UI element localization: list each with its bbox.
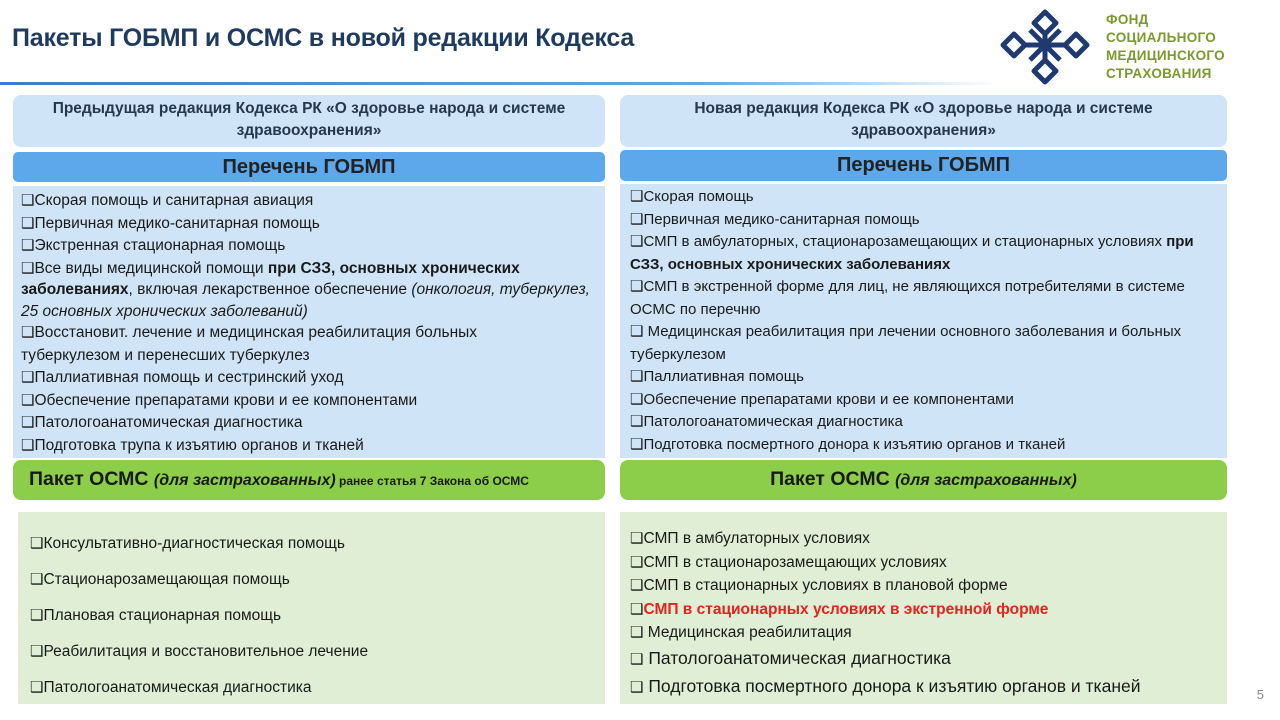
list-item: ❑Патологоанатомическая диагностика: [30, 679, 312, 696]
checkbox-icon: ❑: [21, 436, 35, 454]
checkbox-icon: ❑: [30, 607, 44, 624]
list-item: ❑Паллиативная помощь: [630, 368, 804, 385]
list-item: ❑Подготовка посмертного донора к изъятию органов и тканей: [630, 435, 1066, 453]
list-item: ❑ Подготовка посмертного донора к изъятию органов и тканей: [630, 676, 1141, 696]
right-gobmp-title: Перечень ГОБМП: [620, 150, 1227, 181]
left-osms-title: Пакет ОСМС (для застрахованных) ранее статья 7 Закона об ОСМС: [13, 460, 605, 500]
right-osms-title: Пакет ОСМС (для застрахованных): [620, 460, 1227, 500]
list-item: ❑Скорая помощь и санитарная авиация: [21, 192, 314, 209]
checkbox-icon: ❑: [630, 278, 644, 295]
list-item: ❑Консультативно-диагностическая помощь: [30, 535, 345, 552]
list-item: ❑СМП в стационарных условиях в плановой форме: [630, 577, 1008, 594]
list-item: ❑ Патологоанатомическая диагностика: [630, 648, 951, 668]
checkbox-icon: ❑: [30, 643, 44, 660]
right-osms-list: [620, 512, 1227, 704]
left-osms-list: [18, 512, 605, 704]
checkbox-icon: ❑: [21, 192, 35, 209]
list-item: ❑Обеспечение препаратами крови и ее компонентами: [630, 390, 1014, 408]
checkbox-icon: ❑: [21, 259, 35, 277]
checkbox-icon: ❑: [630, 233, 644, 250]
list-item: ❑Первичная медико-санитарная помощь: [630, 210, 920, 228]
list-item: ❑Реабилитация и восстановительное лечение: [30, 643, 369, 660]
checkbox-icon: ❑: [630, 390, 644, 408]
checkbox-icon: ❑: [21, 324, 35, 341]
left-gobmp-list: [13, 186, 605, 458]
org-name-line: СОЦИАЛЬНОГО: [1106, 30, 1217, 45]
org-name-line: СТРАХОВАНИЯ: [1106, 66, 1212, 81]
checkbox-icon: ❑: [630, 651, 644, 668]
org-name: [1106, 11, 1225, 83]
list-item: ❑ Медицинская реабилитация при лечении основного заболевания и больных туберкулезом: [630, 323, 1182, 363]
checkbox-icon: ❑: [630, 624, 644, 641]
list-item: ❑Подготовка трупа к изъятию органов и тканей: [21, 436, 364, 454]
list-item: ❑Восстановит. лечение и медицинская реабилитация больных туберкулезом и перенесших туберкулез: [21, 324, 478, 364]
checkbox-icon: ❑: [630, 188, 644, 205]
list-item: ❑Патологоанатомическая диагностика: [630, 413, 903, 430]
checkbox-icon: ❑: [630, 600, 644, 618]
checkbox-icon: ❑: [21, 414, 35, 431]
checkbox-icon: ❑: [21, 237, 35, 254]
org-name-line: МЕДИЦИНСКОГО: [1106, 48, 1225, 63]
list-item: ❑СМП в экстренной форме для лиц, не являющихся потребителями в системе ОСМС по перечню: [630, 278, 1185, 318]
list-item: ❑СМП в стационарных условиях в экстренной форме: [630, 600, 1049, 618]
checkbox-icon: ❑: [21, 369, 35, 386]
page-title: Пакеты ГОБМП и ОСМС в новой редакции Кодекса: [12, 24, 635, 52]
checkbox-icon: ❑: [30, 679, 44, 696]
right-column-header: Новая редакция Кодекса РК «О здоровье народа и системе здравоохранения»: [620, 95, 1227, 147]
list-item: ❑Скорая помощь: [630, 188, 754, 205]
list-item: ❑Первичная медико-санитарная помощь: [21, 214, 320, 232]
checkbox-icon: ❑: [21, 214, 35, 232]
checkbox-icon: ❑: [30, 571, 44, 588]
checkbox-icon: ❑: [630, 553, 644, 571]
page-number: 5: [1256, 687, 1264, 702]
list-item: ❑Экстренная стационарная помощь: [21, 237, 286, 254]
list-item: ❑ Медицинская реабилитация: [630, 624, 852, 641]
checkbox-icon: ❑: [630, 210, 644, 228]
org-name-line: ФОНД: [1106, 12, 1149, 27]
checkbox-icon: ❑: [630, 530, 644, 547]
list-item: ❑Все виды медицинской помощи при СЗЗ, основных хронических заболеваниях, включая лекарственное обеспечение (онкология, туберкулез, 25 основных хронических заболеваний): [21, 259, 590, 320]
list-item: ❑Патологоанатомическая диагностика: [21, 414, 303, 431]
list-item: ❑Плановая стационарная помощь: [30, 607, 282, 624]
list-item: ❑СМП в амбулаторных условиях: [630, 530, 870, 547]
checkbox-icon: ❑: [630, 368, 644, 385]
list-item: ❑СМП в амбулаторных, стационарозамещающих и стационарных условиях при СЗЗ, основных хронических заболеваниях: [630, 233, 1194, 273]
right-gobmp-list: [620, 184, 1227, 458]
checkbox-icon: ❑: [630, 413, 644, 430]
left-column-header: Предыдущая редакция Кодекса РК «О здоровье народа и системе здравоохранения»: [13, 95, 605, 147]
title-underline: [0, 82, 1000, 85]
checkbox-icon: ❑: [30, 535, 44, 552]
checkbox-icon: ❑: [21, 391, 35, 409]
left-gobmp-title: Перечень ГОБМП: [13, 152, 605, 182]
checkbox-icon: ❑: [630, 435, 644, 453]
list-item: ❑Паллиативная помощь и сестринский уход: [21, 369, 344, 386]
fund-logo-icon: [1000, 4, 1090, 90]
checkbox-icon: ❑: [630, 679, 644, 696]
list-item: ❑СМП в стационарозамещающих условиях: [630, 553, 947, 571]
checkbox-icon: ❑: [630, 323, 644, 340]
list-item: ❑Стационарозамещающая помощь: [30, 571, 290, 588]
list-item: ❑Обеспечение препаратами крови и ее компонентами: [21, 391, 418, 409]
checkbox-icon: ❑: [630, 577, 644, 594]
